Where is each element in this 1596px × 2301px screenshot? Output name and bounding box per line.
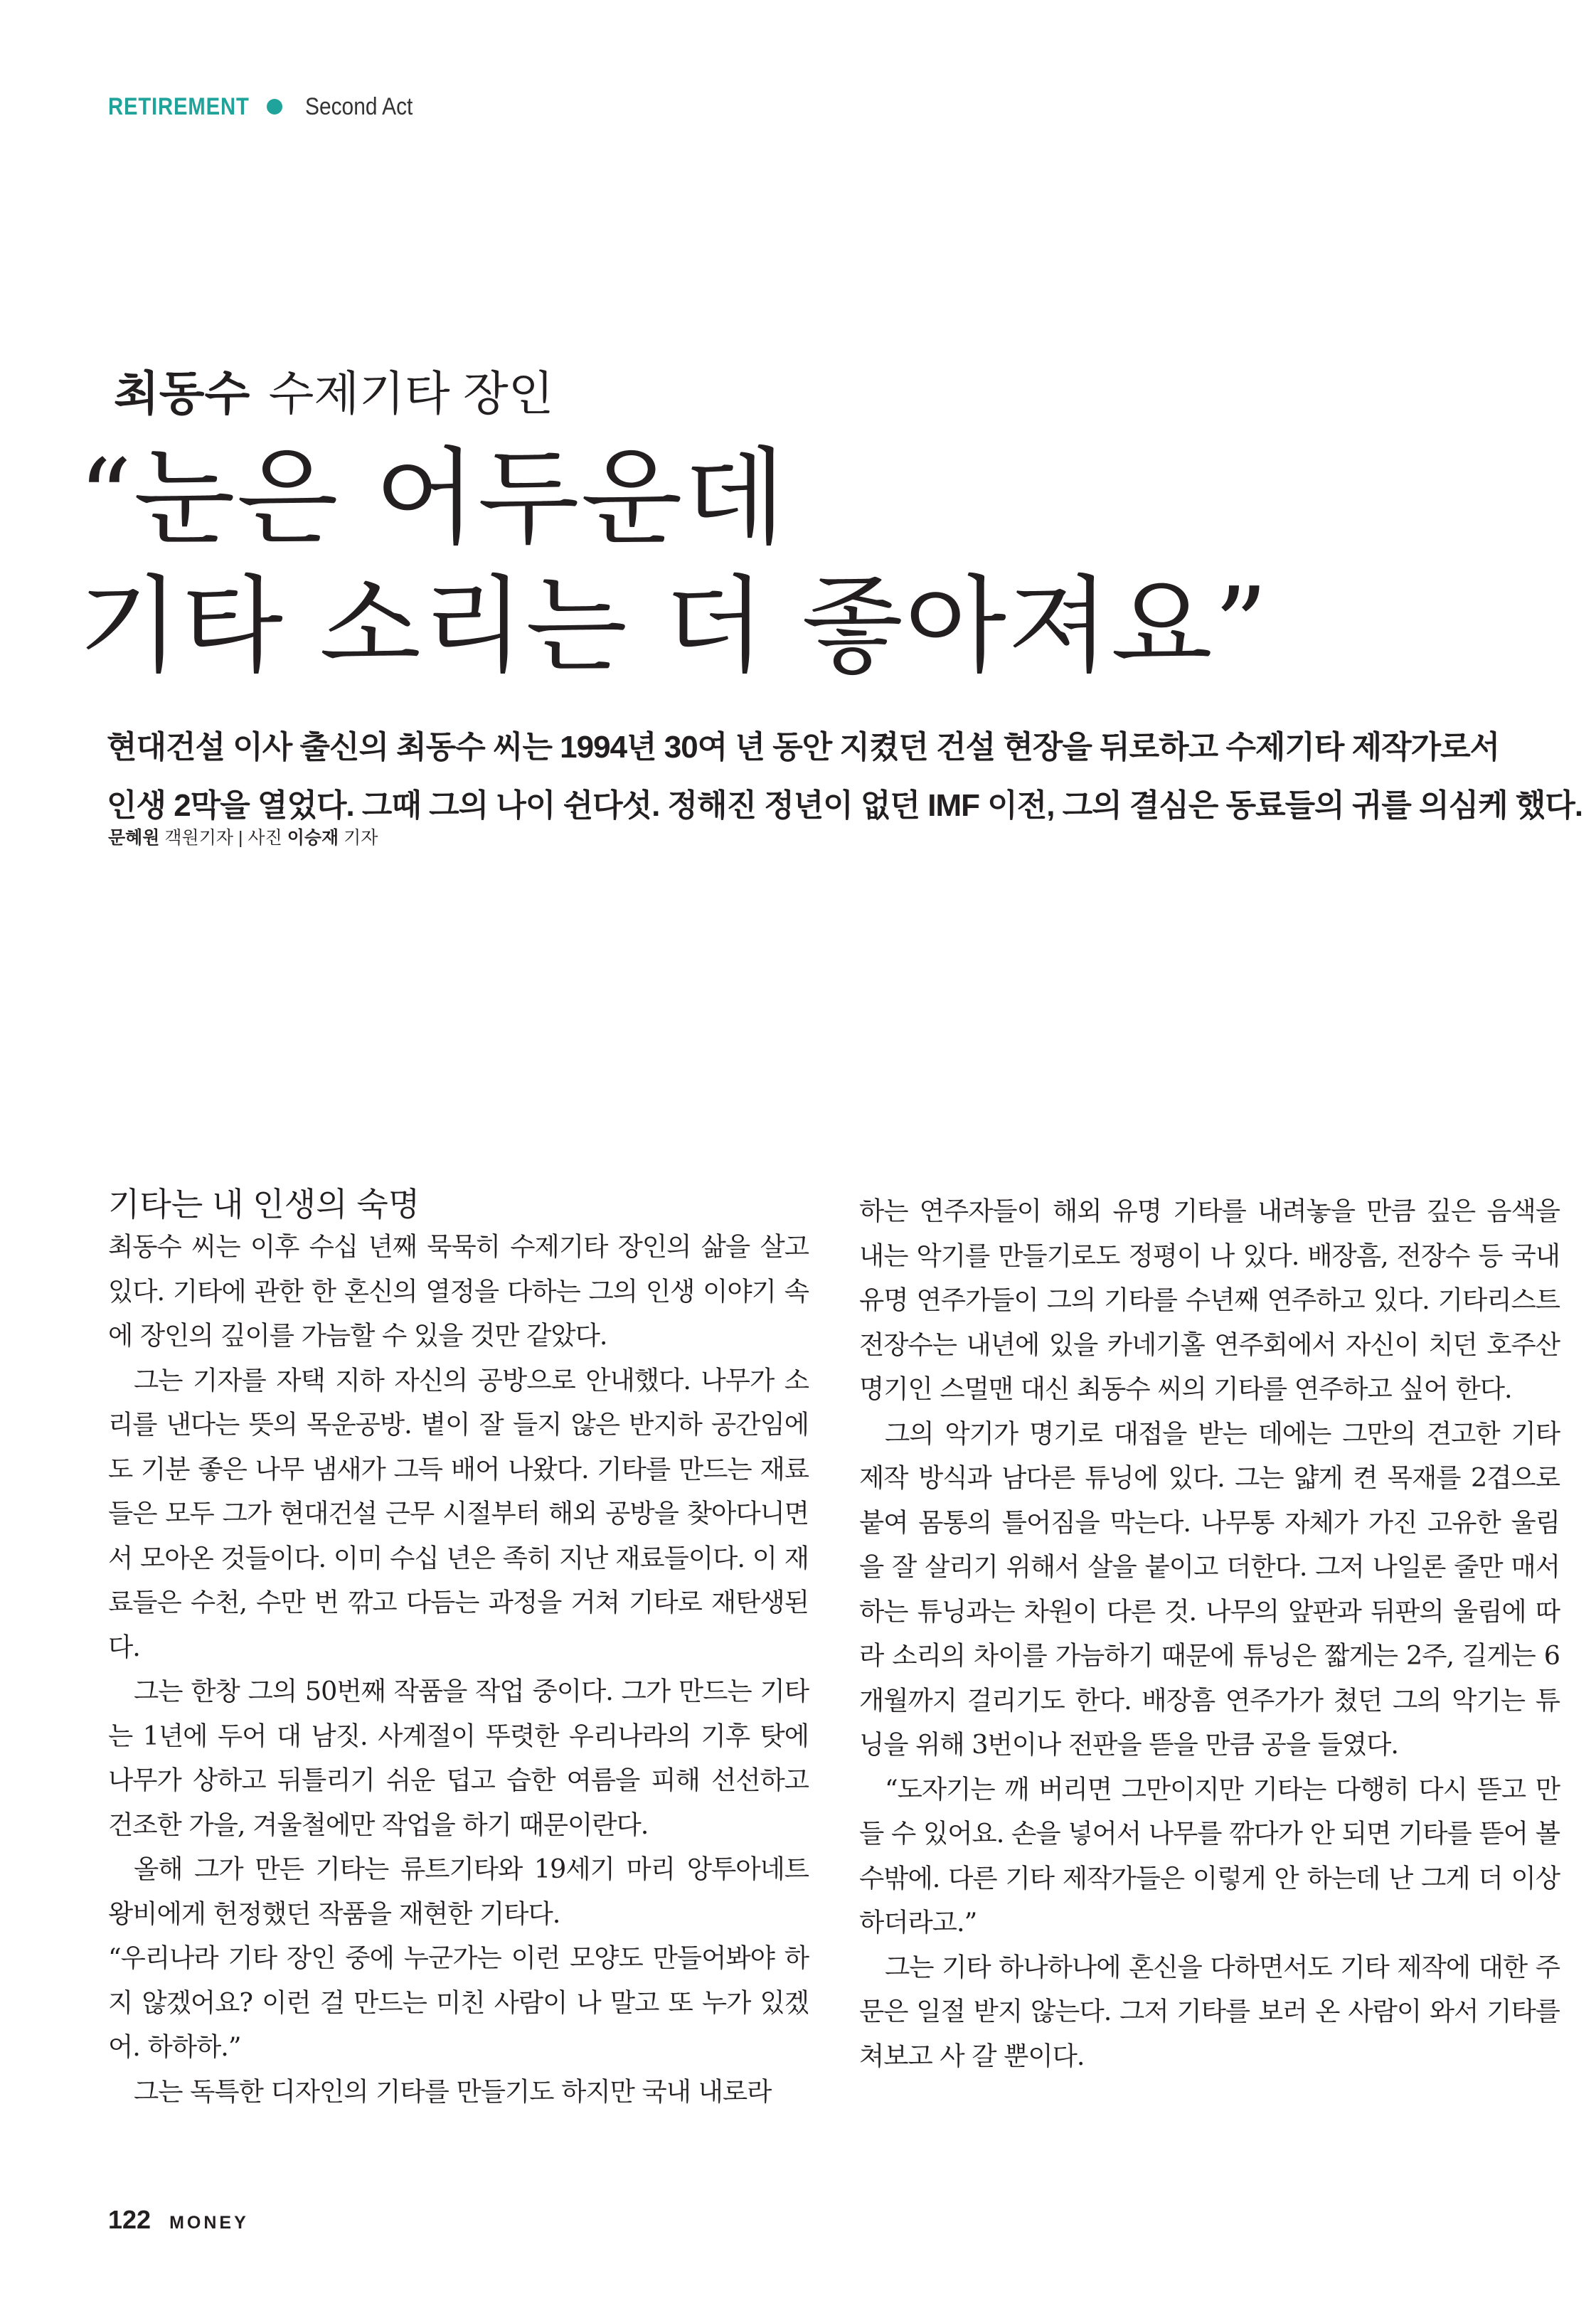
body-paragraph: 그는 기자를 자택 지하 자신의 공방으로 안내했다. 나무가 소리를 낸다는 뜻의 목운공방. 볕이 잘 들지 않은 반지하 공간임에도 기분 좋은 나무 냄새가 그득 배어 나왔다. 기타를 만드는 재료들은 모두 그가 현대건설 근무 시절부터 해외 공방을 찾아다니면서 모아온 것들이다. 이미 수십 년은 족히 지난 재료들이다. 이 재료들은 수천, 수만 번 깎고 다듬는 과정을 거쳐 기타로 재탄생된다. xyxy=(108,1364,809,1662)
section-label: RETIREMENT xyxy=(108,92,250,120)
body-paragraph: 그는 한창 그의 50번째 작품을 작업 중이다. 그가 만드는 기타는 1년에 두어 대 남짓. 사계절이 뚜렷한 우리나라의 기후 탓에 나무가 상하고 뒤틀리기 쉬운 덥고 습한 여름을 피해 선선하고 건조한 가을, 겨울철에만 작업을 하기 때문이란다. xyxy=(108,1676,809,1840)
headline xyxy=(78,434,1269,690)
section-subheading: 기타는 내 인생의 숙명 xyxy=(108,1186,420,1223)
page-number: 122 xyxy=(108,2205,151,2234)
body-paragraph: 그의 악기가 명기로 대접을 받는 데에는 그만의 견고한 기타 제작 방식과 남다른 튜닝에 있다. 그는 얇게 켠 목재를 2겹으로 붙여 몸통의 틀어짐을 막는다. 나무통 자체가 가진 고유한 울림을 잘 살리기 위해서 살을 붙이고 더한다. 그저 나일론 줄만 매서 하는 튜닝과는 차원이 다른 것. 나무의 앞판과 뒤판의 울림에 따라 소리의 차이를 가늠하기 때문에 튜닝은 짧게는 2주, 길게는 6개월까지 걸리기도 한다. 배장흠 연주가가 쳤던 그의 악기는 튜닝을 위해 3번이나 전판을 뜯을 만큼 공을 들였다. xyxy=(859,1418,1560,1760)
body-paragraph: 올해 그가 만든 기타는 류트기타와 19세기 마리 앙투아네트 왕비에게 헌정했던 작품을 재현한 기타다. xyxy=(108,1854,809,1929)
lead-line-1: 현대건설 이사 출신의 최동수 씨는 1994년 30여 년 동안 지켰던 건설 현장을 뒤로하고 수제기타 제작가로서 xyxy=(107,730,1500,765)
page-footer xyxy=(108,2205,249,2235)
photo-label: 사진 xyxy=(248,828,282,848)
body-paragraph: 그는 기타 하나하나에 혼신을 다하면서도 기타 제작에 대한 주문은 일절 받지 않는다. 그저 기타를 보러 온 사람이 와서 기타를 쳐보고 사 갈 뿐이다. xyxy=(859,1951,1560,2071)
lead-line-2: 인생 2막을 열었다. 그때 그의 나이 쉰다섯. 정해진 정년이 없던 IMF 이전, 그의 결심은 동료들의 귀를 의심케 했다. xyxy=(107,788,1583,823)
quote-paragraph: “도자기는 깨 버리면 그만이지만 기타는 다행히 다시 뜯고 만들 수 있어요. 손을 넣어서 나무를 깎다가 안 되면 기타를 뜯어 볼 수밖에. 다른 기타 제작가들은 이렇게 안 하는데 난 그게 더 이상하더라고.” xyxy=(859,1773,1560,1938)
section-kicker xyxy=(108,85,427,128)
quote-paragraph: “우리나라 기타 장인 중에 누군가는 이런 모양도 만들어봐야 하지 않겠어요? 이런 걸 만드는 미친 사람이 나 말고 또 누가 있겠어. 하하하.” xyxy=(108,1943,809,2062)
body-paragraph: 그는 독특한 디자인의 기타를 만들기도 하지만 국내 내로라 xyxy=(134,2076,772,2107)
body-paragraph: 하는 연주자들이 해외 유명 기타를 내려놓을 만큼 깊은 음색을 내는 악기를 만들기로도 정평이 나 있다. 배장흠, 전장수 등 국내 유명 연주가들이 그의 기타를 수년째 연주하고 있다. 기타리스트 전장수는 내년에 있을 카네기홀 연주회에서 자신이 치던 호주산 명기인 스멀맨 대신 최동수 씨의 기타를 연주하고 싶어 한다. xyxy=(859,1196,1560,1404)
magazine-name: MONEY xyxy=(169,2213,249,2233)
bullet-dot-icon xyxy=(267,99,282,115)
series-label: Second Act xyxy=(305,92,413,120)
writer-name: 문혜원 xyxy=(108,828,160,848)
body-column-left xyxy=(108,1181,809,2114)
headline-line-2: 기타 소리는 더 좋아져요” xyxy=(78,565,1270,687)
body-paragraph: 최동수 씨는 이후 수십 년째 묵묵히 수제기타 장인의 삶을 살고 있다. 기타에 관한 한 혼신의 열정을 다하는 그의 인생 이야기 속에 장인의 깊이를 가늠할 수 있을 것만 같았다. xyxy=(108,1231,809,1351)
subject-role: 수제기타 장인 xyxy=(268,367,554,420)
subject-name: 최동수 xyxy=(114,367,250,420)
writer-role: 객원기자 xyxy=(164,828,234,848)
byline xyxy=(108,824,378,849)
headline-line-1: “눈은 어두운데 xyxy=(78,437,787,559)
byline-separator: | xyxy=(238,828,243,848)
lead-paragraph xyxy=(107,718,1583,835)
body-column-right xyxy=(859,1189,1560,2078)
photographer-name: 이승재 xyxy=(287,828,339,848)
interview-subject xyxy=(114,356,554,423)
photographer-role: 기자 xyxy=(344,828,378,848)
